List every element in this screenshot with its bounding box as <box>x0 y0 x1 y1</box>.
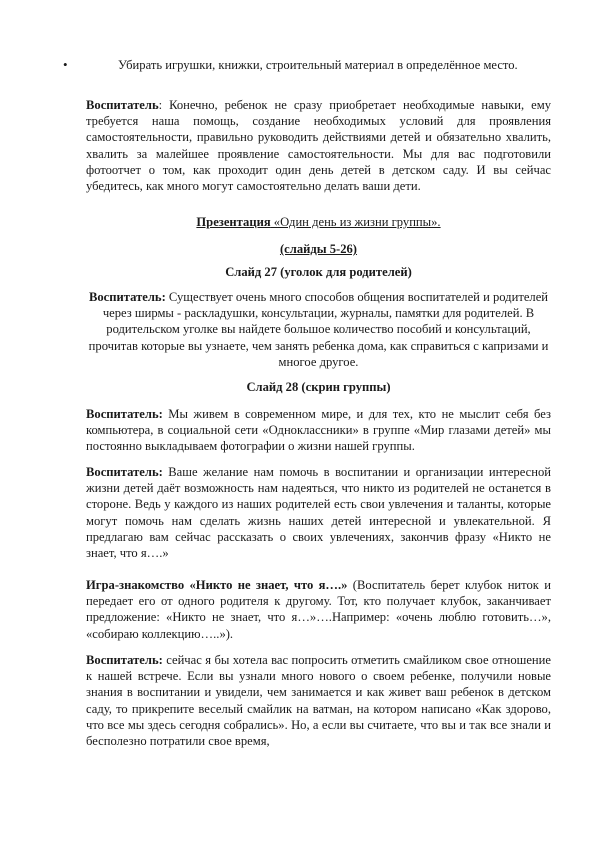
paragraph-game <box>86 577 551 642</box>
speaker-label: Воспитатель: <box>86 653 163 667</box>
speaker-label: Воспитатель <box>86 98 159 112</box>
presentation-line <box>86 214 551 230</box>
paragraph-text: (Воспитатель берет клубок ниток и передает его от одного родителя к другому. Тот, кто получает клубок, заканчивает предложение: «Никто не знает, что я…»….Например: «очень люблю готовить…», «собираю коллекцию…..»). <box>86 578 551 641</box>
speaker-label: Воспитатель: <box>88 290 166 304</box>
paragraph-teacher-5 <box>86 652 551 749</box>
paragraph-teacher-4 <box>86 464 551 561</box>
speaker-label: Воспитатель: <box>86 407 163 421</box>
speaker-label: Воспитатель: <box>86 465 163 479</box>
slide-28-heading: Слайд 28 (скрин группы) <box>246 380 391 394</box>
game-title: Игра-знакомство «Никто не знает, что я….» <box>86 578 348 592</box>
paragraph-teacher-2 <box>86 289 551 370</box>
bullet-marker: • <box>63 57 68 72</box>
paragraph-text: Ваше желание нам помочь в воспитании и организации интересной жизни детей даёт возможность нам надеяться, что никто из родителей не останется в стороне. Ведь у каждого из наших родителей есть свои увлечения и таланты, которые могут помочь нам сделать жизнь наших детей интересной и увлекательной. Я предлагаю вам сейчас рассказать о своих увлечениях, закончив фразу «Никто не знает, что я….» <box>86 465 551 561</box>
paragraph-text: Существует очень много способов общения воспитателей и родителей через ширмы - раскладушки, консультации, журналы, памятки для родителей. В родительском уголке вы найдете большое количество пособий и консультаций, прочитав которые вы узнаете, чем занять ребенка дома, как справиться с капризами и многое другое. <box>88 290 549 369</box>
presentation-label: Презентация <box>196 215 271 229</box>
paragraph-teacher-1 <box>86 97 551 194</box>
slide-27-heading: Слайд 27 (уголок для родителей) <box>225 265 412 279</box>
bullet-item-text: Убирать игрушки, книжки, строительный материал в определённое место. <box>118 58 518 72</box>
slides-range: (слайды 5-26) <box>279 242 358 256</box>
paragraph-text: сейчас я бы хотела вас попросить отметить смайликом свое отношение к нашей встрече. Если вы узнали много нового о своем ребенке, получили новые знания в воспитании и увидели, чем занимается и как живет ваш ребенок в детском саду, то прикрепите веселый смайлик на ватман, на котором написано «Как здорово, что все мы здесь сегодня собрались». Но, а если вы считаете, что вы и так все знали и бесполезно потратили свое время, <box>86 653 551 749</box>
paragraph-text: Мы живем в современном мире, и для тех, кто не мыслит себя без компьютера, в социальной сети «Одноклассники» в группе «Мир глазами детей» мы постоянно выкладываем фотографии о жизни нашей группы. <box>86 407 551 454</box>
presentation-title: «Один день из жизни группы». <box>270 215 441 229</box>
paragraph-text: : Конечно, ребенок не сразу приобретает необходимые навыки, ему требуется наша помощь, создание необходимых условий для проявления самостоятельности, правильно руководить действиями детей и обязательно хвалить, хвалить за малейшее проявление самостоятельности. Мы для вас подготовили фотоотчет о том, как проходит один день детей в детском саду. И вы сейчас убедитесь, как много могут самостоятельно делать ваши дети. <box>86 98 551 194</box>
paragraph-teacher-3 <box>86 406 551 455</box>
